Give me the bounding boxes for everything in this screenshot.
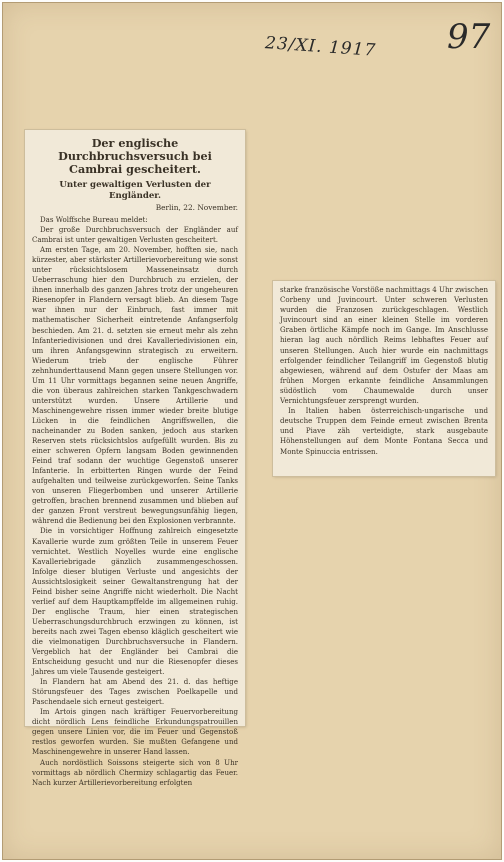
continuation-paragraph: starke französische Vorstöße nachmittags 4 Uhr zwischen Corbeny und Juvincourt. Unter schweren Verlusten wurden die Franzosen zurückgeschlagen. Westlich Juvincourt sind an einer kleinen Stelle im vorderen Graben örtliche Kämpfe noch im Gange. Im Anschlusse hieran lag auch nördlich Reims lebhaftes Feuer auf unseren Stellungen. Auch hier wurde ein nachmittags erfolgender feindlicher Teilangriff im Gegenstoß blutig abgewiesen, während auf dem Ostufer der Maas am frühen Morgen erkannte feindliche Ansammlungen südöstlich vom Chaumewalde durch unser Vernichtungsfeuer zersprengt wurden. — [280, 285, 488, 406]
article-paragraph: Auch nordöstlich Soissons steigerte sich von 8 Uhr vormittags ab nördlich Chermizy schlagartig das Feuer. Nach kurzer Artillerievorbereitung erfolgten — [32, 757, 238, 787]
newspaper-clipping-continuation — [273, 281, 495, 476]
archive-sheet — [2, 2, 502, 860]
article-paragraph: Am ersten Tage, am 20. November, hofften sie, nach kürzester, aber stärkster Artillerievorbereitung wie sonst unter rücksichtslosem Masseneinsatz durch Ueberraschung hier den Durchbruch zu erzielen, der ihnen innerhalb des ganzen Jahres trotz der ungeheuren Riesenopfer in Flandern versagt blieb. An diesem Tage war ihnen nur der Einbruch, fast immer mit mathematischer Sicherheit eintretende Anfangserfolg beschieden. Am 21. d. setzten sie erneut mehr als zehn Infanteriedivisionen und drei Kavalleriedivisionen ein, um ihren Anfangsgewinn strategisch zu erweitern. Wiederum trieb der englische Führer zehnhunderttausend Mann gegen unsere Stellungen vor. Um 11 Uhr vormittags begannen seine neuen Angriffe, die von überaus zahlreichen starken Tankgeschwadern unterstützt wurden. Unsere Artillerie und Maschinengewehre rissen immer wieder breite blutige Lücken in die feindlichen Angriffswellen, die nacheinander zu Boden sanken, jedoch aus starken Reserven stets rücksichtslos aufgefüllt wurden. Bis zu einer schweren Opfern langsam Boden gewinnenden Feind traf sodann der wuchtige Gegenstoß unserer Infanterie. In erbitterten Ringen wurde der Feind aufgehalten und teilweise zurückgeworfen. Seine Tanks von unseren Fliegerbomben und unserer Artillerie getroffen, brachen brennend zusammen und blieben auf der ganzen Front verstreut bewegungsunfähig liegen, während die Bedienung bei den Explosionen verbrannte. — [32, 245, 238, 526]
article-headline: Der englische Durchbruchsversuch bei Cambrai gescheitert. — [58, 136, 212, 176]
article-paragraph: Im Artois gingen nach kräftiger Feuervorbereitung dicht nördlich Lens feindliche Erkundungspatrouillen gegen unsere Linien vor, die im Feuer und Gegenstoß restlos geworfen wurden. Sie mußten Gefangene und Maschinengewehre in unserer Hand lassen. — [32, 707, 238, 757]
article-paragraph: Das Wolffsche Bureau meldet: — [40, 215, 148, 224]
continuation-paragraph: In Italien haben österreichisch-ungarische und deutsche Truppen dem Feinde erneut zwischen Brenta und Piave zäh verteidigte, stark ausgebaute Höhenstellungen auf dem Monte Fontana Secca und Monte Spinuccia entrissen. — [280, 406, 488, 456]
article-subheadline: Unter gewaltigen Verlusten der Engländer. — [59, 180, 211, 201]
article-dateline: Berlin, 22. November. — [155, 203, 238, 212]
article-paragraph: Der große Durchbruchsversuch der Engländer auf Cambrai ist unter gewaltigen Verlusten gescheitert. — [32, 225, 238, 245]
newspaper-clipping-main — [25, 130, 245, 787]
article-paragraph: Die in vorsichtiger Hoffnung zahlreich eingesetzte Kavallerie wurde zum größten Teile in unserem Feuer vernichtet. Westlich Noyelles wurde eine englische Kavalleriebrigade gänzlich zusammengeschossen. Infolge dieser blutigen Verluste und angesichts der Aussichtslosigkeit seiner Gewaltanstrengung hat der Feind bisher seine Angriffe nicht wiederholt. Die Nacht verlief auf dem Hauptkampffelde im allgemeinen ruhig. Der englische Traum, hier einen strategischen Ueberraschungsdurchbruch erzwingen zu können, ist bereits nach zwei Tagen ebenso kläglich gescheitert wie die vielmonatigen Durchbruchsversuche in Flandern. Vergeblich hat der Engländer bei Cambrai die Entscheidung gesucht und nur die Riesenopfer dieses Jahres um viele Tausende gesteigert. — [32, 526, 238, 677]
handwritten-page-number: 97 — [447, 17, 491, 57]
article-paragraph: In Flandern hat am Abend des 21. d. das heftige Störungsfeuer des Tages zwischen Poelkapelle und Paschendaele sich erneut gesteigert. — [32, 677, 238, 707]
handwritten-date: 23/XI. 1917 — [264, 33, 377, 61]
